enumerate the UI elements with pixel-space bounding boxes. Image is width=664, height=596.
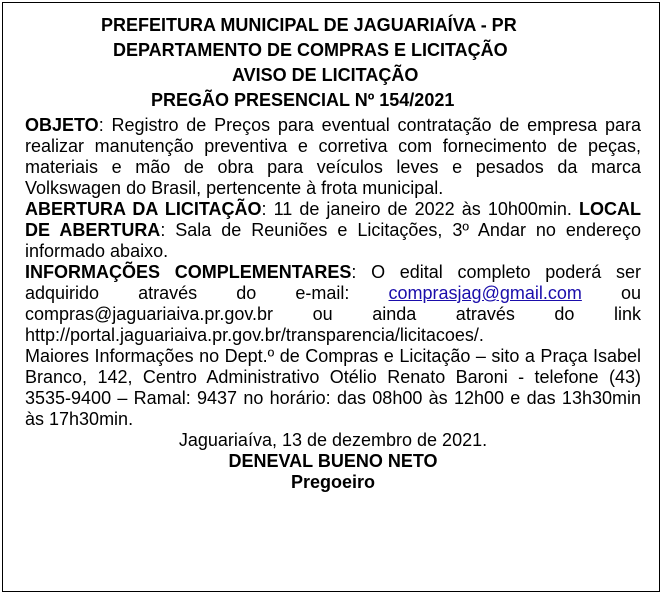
header-pregao: PREGÃO PRESENCIAL Nº 154/2021 xyxy=(151,90,455,110)
local-text: : Sala de Reuniões e Licitações, 3º Andar no endereço informado abaixo. xyxy=(25,220,641,261)
objeto-text: : Registro de Preços para eventual contratação de empresa para realizar manutenção preventiva e corretiva com fornecimento de peças, materiais e mão de obra para veículos leves e pesados da marca Volkswagen do Brasil, pertencente à frota municipal. xyxy=(25,115,641,198)
informacoes-text-2: ou compras@jaguariaiva.pr.gov.br ou ainda através do link http://portal.jaguariaiva.pr.gov.br/transparencia/licitacoes/. xyxy=(25,283,641,345)
signatory-name: DENEVAL BUENO NETO xyxy=(228,451,438,471)
abertura-paragraph xyxy=(25,199,641,262)
notice-body xyxy=(25,115,641,493)
header-departamento: DEPARTAMENTO DE COMPRAS E LICITAÇÃO xyxy=(113,40,508,60)
informacoes-text-1: : O edital completo poderá ser adquirido através do e-mail: xyxy=(25,262,641,303)
email-link[interactable]: comprasjag@gmail.com xyxy=(388,283,582,303)
informacoes-paragraph xyxy=(25,262,641,346)
header-aviso: AVISO DE LICITAÇÃO xyxy=(232,65,419,85)
objeto-label: OBJETO xyxy=(25,115,99,135)
local-label: LOCAL DE ABERTURA xyxy=(25,199,642,240)
signatory-role: Pregoeiro xyxy=(290,472,376,492)
abertura-text: : 11 de janeiro de 2022 às 10h00min. xyxy=(261,199,580,219)
maiores-paragraph: Maiores Informações no Dept.º de Compras e Licitação – sito a Praça Isabel Branco, 142, Centro Administrativo Otélio Renato Baroni - telefone (43) 3535-9400 – Ramal: 9437 no horário: das 08h00 às 12h00 e das 13h30min às 17h30min. xyxy=(25,346,641,429)
abertura-label: ABERTURA DA LICITAÇÃO xyxy=(25,199,262,219)
informacoes-label: INFORMAÇÕES COMPLEMENTARES xyxy=(25,262,352,282)
objeto-paragraph xyxy=(25,115,641,199)
header-prefeitura: PREFEITURA MUNICIPAL DE JAGUARIAÍVA - PR xyxy=(101,15,517,35)
licitacao-notice xyxy=(2,2,660,592)
date-line: Jaguariaíva, 13 de dezembro de 2021. xyxy=(178,430,488,450)
